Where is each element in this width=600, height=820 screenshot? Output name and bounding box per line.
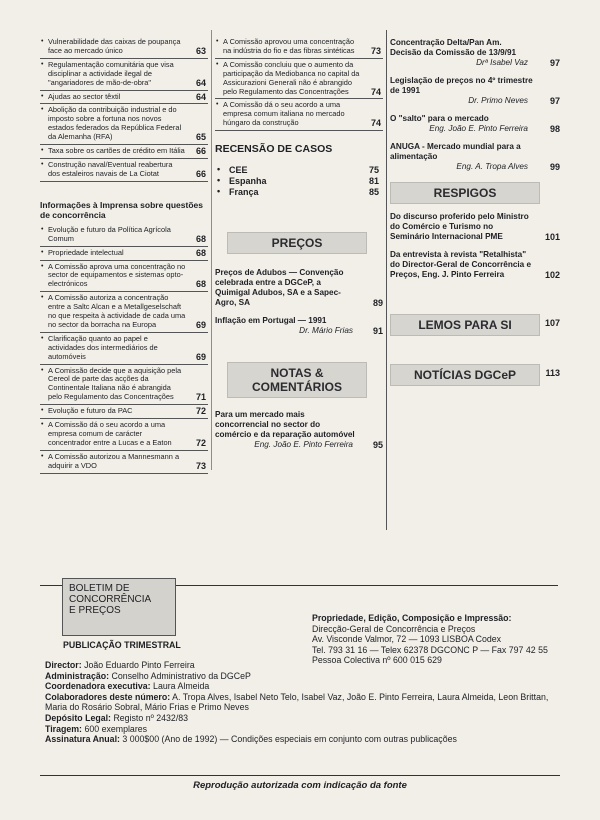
colB-top-list [215,38,383,131]
article-item [390,142,560,172]
recensao-page: 81 [368,176,379,187]
toc-entry [40,249,208,258]
bullet-icon: • [41,421,44,429]
bullet-icon: • [41,147,44,155]
column-c [390,38,560,386]
toc-entry [40,453,208,471]
article-page: 89 [372,298,383,309]
entry-text: Construção naval/Eventual reabertura dos estaleiros navais de La Ciotat [48,159,173,178]
entry-page: 69 [195,351,206,362]
entry-text: Abolição da contribuição industrial e do imposto sobre a fortuna nos novos estados federados da República Federal da Alemanha (RFA) [48,105,182,142]
article-author: Eng. João E. Pinto Ferreira [254,440,353,450]
entry-text: Vulnerabilidade das caixas de poupança face ao mercado único [48,37,181,55]
entry-page: 73 [370,45,381,56]
entry-text: A Comissão aprovou uma concentração na indústria do fio e das fibras sintéticas [223,37,355,55]
article-author: Dr. Primo Neves [468,96,528,105]
precos-heading: PREÇOS [227,232,367,254]
bullet-icon: • [41,160,44,168]
entry-page: 72 [195,406,206,417]
toc-entry [40,147,208,156]
lemos-row [390,314,560,336]
entry-text: Evolução e futuro da Política Agrícola Comum [48,224,171,243]
publisher-line: Tel. 793 31 16 — Telex 62378 DGCONC P — Fax 797 42 55 [312,644,548,655]
entry-text: Taxa sobre os cartões de crédito em Itália [48,146,185,156]
bullet-icon: • [41,106,44,114]
lemos-heading: LEMOS PARA SI [390,314,540,336]
noticias-heading: NOTÍCIAS DGCeP [390,364,540,386]
entry-rule [40,181,208,182]
publisher-line: Pessoa Colectiva nº 600 015 629 [312,655,442,665]
article-item [390,114,560,134]
column-divider-right [386,30,387,530]
entry-rule [40,404,208,405]
respigos-list [390,212,560,280]
entry-rule [40,364,208,365]
notas-heading: NOTAS & COMENTÁRIOS [227,362,367,398]
entry-page: 68 [195,233,206,244]
article-item [390,212,560,242]
staff-value: A. Tropa Alves, Isabel Neto Telo, Isabel Vaz, João E. Pinto Ferreira, Laura Almeida, Leon Brittan, Maria do Rosário Sobral, Mário Frias e Primo Neves [45,691,549,713]
entry-text: A Comissão autoriza a concentração entre a Saltc Alcan e a Metallgeselschaft no que respeita à actividade de cada uma no sector da borracha na Europa [48,293,186,329]
staff-label: Tiragem: [45,723,82,734]
staff-row [45,713,565,724]
article-title: Legislação de preços no 4º trimestre de 1991 [390,76,533,95]
toc-entry [40,263,208,290]
toc-entry [215,38,383,56]
toc-entry [40,106,208,142]
article-title: Para um mercado mais concorrencial no sector do comércio e da reparação automóvel [215,410,355,440]
entry-rule [40,144,208,145]
staff-value: Registo nº 2432/83 [113,712,189,723]
bullet-icon: • [41,294,44,302]
article-title: Inflação em Portugal — 1991 [215,316,327,326]
toc-entry [40,294,208,330]
notas-list [215,410,383,450]
toc-entry [215,61,383,97]
recensao-label: França [229,187,259,198]
article-title: Preços de Adubos — Convenção celebrada entre a DGCeP, a Quimigal Adubos, SA e a Sapec-Agro, SA [215,268,344,308]
article-title: Da entrevista à revista "Retalhista" do Director-Geral de Concorrência e Preços, Eng. J. Pinto Ferreira [390,250,532,279]
bullet-icon: • [41,366,44,374]
entry-text: Regulamentação comunitária que visa disciplinar a actividade ilegal de "angariadores de mão-de-obra" [48,59,174,87]
recensao-list [215,165,383,198]
entry-text: A Comissão decide que a aquisição pela Cereol de parte das acções da Continentale Italiana não é abrangida pelo Regulamento das Concentrações [48,365,182,402]
noticias-row [390,364,560,386]
toc-entry [40,61,208,88]
article-title: Concentração Delta/Pan Am. Decisão da Comissão de 13/9/91 [390,38,517,57]
entry-page: 69 [195,319,206,330]
bullet-icon: • [41,225,44,233]
bullet-icon: • [217,186,221,197]
press-section-title: Informações à Imprensa sobre questões de concorrência [40,199,203,220]
staff-label: Colaboradores deste número: [45,691,171,702]
article-author: Eng. João E. Pinto Ferreira [429,124,528,133]
bullet-icon: • [41,407,44,415]
article-item [390,76,560,106]
staff-row [45,681,565,692]
recensao-item [215,165,383,176]
entry-rule [40,291,208,292]
staff-row [45,734,565,745]
toc-entry [215,101,383,128]
article-page: 99 [549,162,560,172]
staff-label: Assinatura Anual: [45,734,120,745]
bullet-icon: • [41,92,44,100]
bullet-icon: • [216,101,219,109]
bullet-icon: • [217,164,221,175]
entry-rule [40,260,208,261]
article-page: 91 [372,326,383,337]
reproduction-notice: Reprodução autorizada com indicação da fonte [193,780,407,791]
entry-page: 71 [195,392,206,403]
entry-rule [40,473,208,474]
column-divider-left [211,30,212,470]
article-page: 97 [549,96,560,106]
staff-list [45,660,565,745]
staff-label: Depósito Legal: [45,712,111,723]
article-item [215,410,383,450]
article-page: 102 [544,270,560,280]
staff-value: 3 000$00 (Ano de 1992) — Condições especiais em conjunto com outras publicações [122,734,457,745]
article-title: Do discurso proferido pelo Ministro do Comércio e Turismo no Seminário Internacional PME [390,212,529,241]
bullet-icon: • [216,38,219,45]
entry-page: 65 [195,132,206,143]
toc-entry [40,335,208,362]
publication-box [62,578,176,636]
toc-entry [40,226,208,244]
staff-row [45,692,565,713]
article-title: O "salto" para o mercado [390,114,489,123]
article-title: ANUGA - Mercado mundial para a alimentação [390,142,521,161]
entry-page: 68 [195,247,206,258]
bullet-icon: • [41,452,44,460]
colA-top-list [40,38,208,182]
bullet-icon: • [41,248,44,256]
entry-rule [215,58,383,59]
bullet-icon: • [41,60,44,68]
staff-value: Conselho Administrativo da DGCeP [111,670,251,681]
precos-list [215,268,383,336]
entry-rule [40,418,208,419]
publisher-line: Av. Visconde Valmor, 72 — 1093 LISBOA Codex [312,634,502,644]
entry-page: 73 [195,460,206,471]
column-a [40,38,208,476]
staff-value: 600 exemplares [84,723,148,734]
publisher-line: Direcção-Geral de Concorrência e Preços [312,623,476,634]
footer-rule [40,775,560,776]
entry-text: Propriedade intelectual [48,247,124,257]
noticias-page: 113 [545,368,560,378]
entry-page: 66 [195,168,206,179]
recensao-item [215,187,383,198]
entry-text: A Comissão autorizou a Mannesmann a adquirir a VDO [48,451,180,470]
entry-rule [40,103,208,104]
toc-entry [40,93,208,102]
entry-rule [40,332,208,333]
periodicity: PUBLICAÇÃO TRIMESTRAL [63,640,181,650]
entry-text: Ajudas ao sector têxtil [48,91,121,101]
entry-text: A Comissão dá o seu acordo a uma empresa comum italiana no mercado húngaro da construção [223,100,345,128]
entry-text: Evolução e futuro da PAC [48,406,133,416]
entry-page: 64 [195,77,206,88]
article-author: Eng. A. Tropa Alves [456,162,528,171]
staff-label: Administração: [45,670,110,681]
lemos-page: 107 [544,318,560,328]
recensao-title: RECENSÃO DE CASOS [215,143,333,156]
entry-rule [40,158,208,159]
article-page: 95 [372,440,383,451]
toc-entry [40,407,208,416]
entry-rule [40,58,208,59]
publication-line-1: BOLETIM DE [69,583,130,594]
publication-line-2: CONCORRÊNCIA [69,594,152,605]
entry-rule [40,246,208,247]
entry-rule [215,98,383,99]
recensao-label: CEE [229,165,248,176]
recensao-page: 85 [368,187,379,198]
respigos-heading: RESPIGOS [390,182,540,204]
staff-row [45,660,565,671]
entry-rule [40,90,208,91]
entry-page: 63 [195,45,206,56]
bullet-icon: • [41,262,44,270]
toc-entry [40,367,208,403]
publication-line-3: E PREÇOS [69,605,121,616]
entry-text: A Comissão concluiu que o aumento da participação da Mediobanca no capital da Assicurazioni Generali não é abrangido pelo Regulamento das Concentrações [223,59,360,96]
entry-text: A Comissão aprova uma concentração no sector de equipamentos e sistemas opto-electrónicos [48,261,186,289]
article-author: Dr. Mário Frias [299,326,353,336]
article-page: 101 [544,232,560,242]
bullet-icon: • [41,334,44,342]
entry-page: 72 [195,437,206,448]
article-author: Drª Isabel Vaz [476,58,528,67]
bullet-icon: • [216,60,219,68]
entry-page: 68 [195,279,206,290]
entry-page: 66 [195,146,206,157]
publisher-block [312,613,562,666]
column-b [215,38,383,458]
article-item [390,250,560,280]
bullet-icon: • [41,38,44,45]
colA-press-list [40,226,208,474]
article-item [390,38,560,68]
article-page: 97 [549,58,560,68]
entry-page: 74 [370,86,381,97]
publisher-heading: Propriedade, Edição, Composição e Impressão: [312,613,512,623]
entry-page: 64 [195,91,206,102]
staff-row [45,724,565,735]
colC-list [390,38,560,172]
entry-text: Clarificação quanto ao papel e actividades dos intermediários de automóveis [48,333,158,361]
recensao-page: 75 [368,165,379,176]
staff-value: Laura Almeida [153,681,210,692]
staff-label: Coordenadora executiva: [45,681,151,692]
entry-text: A Comissão dá o seu acordo a uma empresa comum de carácter concentrador entre a Lucas e a Eaton [48,420,172,447]
article-item [215,316,383,336]
toc-entry [40,421,208,448]
recensao-label: Espanha [229,176,267,187]
article-page: 98 [549,124,560,134]
bullet-icon: • [217,175,221,186]
toc-entry [40,161,208,179]
entry-rule [40,450,208,451]
toc-entry [40,38,208,56]
staff-label: Director: [45,660,82,670]
article-item [215,268,383,308]
entry-rule [215,130,383,131]
recensao-item [215,176,383,187]
staff-row [45,671,565,682]
entry-page: 74 [370,118,381,129]
staff-value: João Eduardo Pinto Ferreira [84,660,195,670]
